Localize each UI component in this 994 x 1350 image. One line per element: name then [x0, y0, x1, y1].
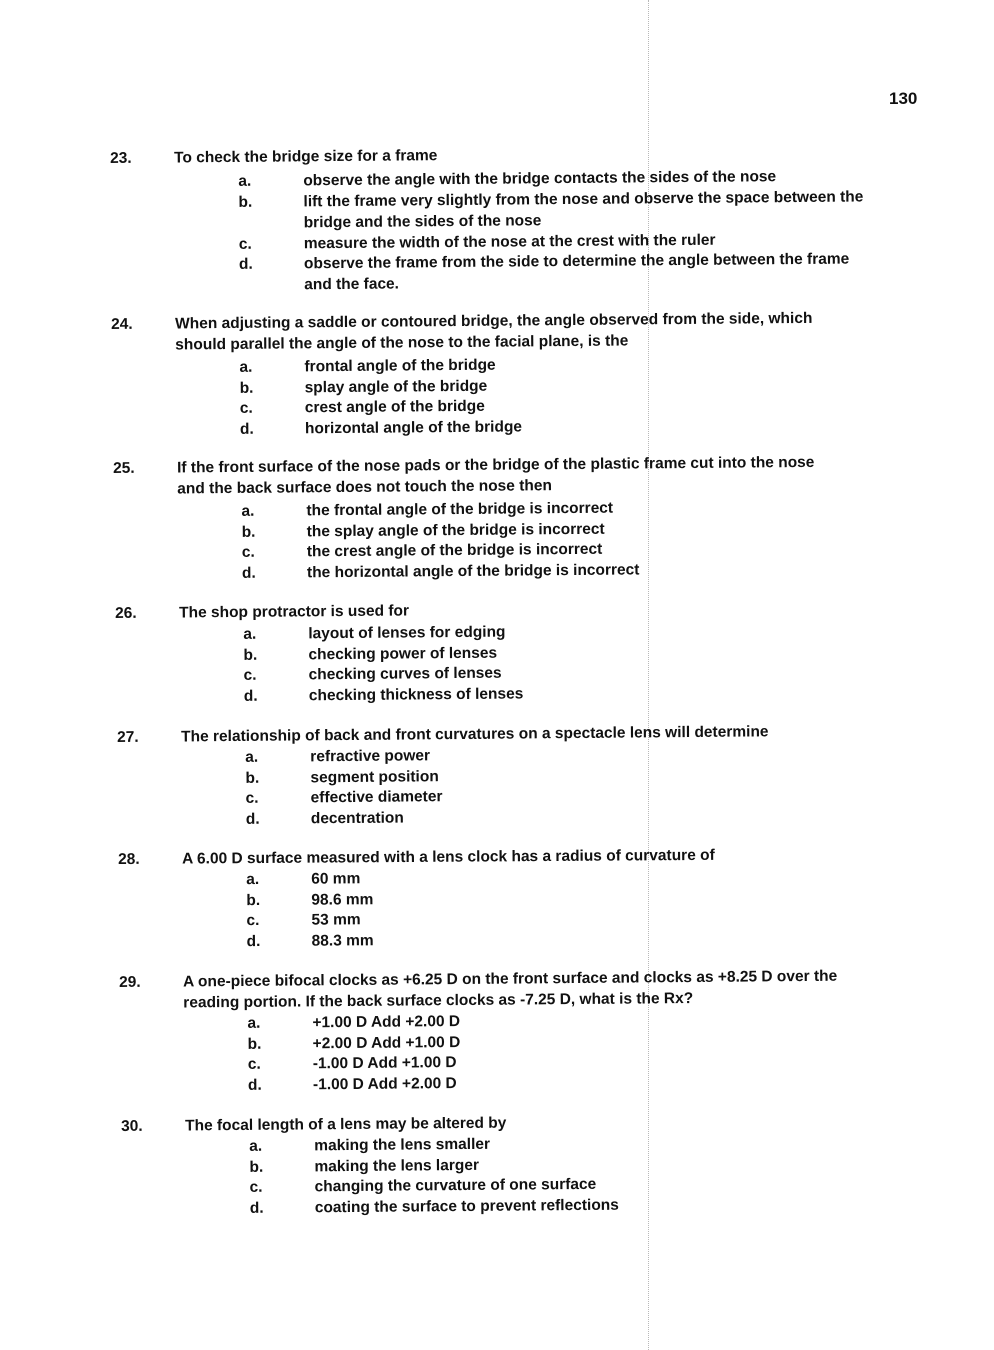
choice-letter: d. — [241, 564, 256, 582]
question-number: 26. — [115, 604, 137, 622]
choice-text: segment position — [310, 767, 439, 786]
choice-text: the crest angle of the bridge is incorrect — [306, 540, 603, 561]
choice-text: observe the frame from the side to determine the angle between the frame and the face. — [303, 250, 850, 294]
question-text — [179, 596, 879, 623]
question-number: 25. — [113, 459, 135, 477]
question-text-line: should parallel the angle of the nose to the facial plane, is the — [175, 332, 629, 354]
choice-letter: a. — [246, 871, 260, 889]
choice-letter: d. — [246, 932, 261, 950]
question-text — [177, 451, 877, 499]
choice-list — [238, 168, 864, 296]
question-text-line: A 6.00 D surface measured with a lens clock has a radius of curvature of — [182, 846, 715, 868]
choice-letter: a. — [238, 172, 252, 190]
question-text — [181, 720, 881, 747]
question-number: 27. — [117, 728, 139, 746]
choice-text: splay angle of the bridge — [304, 377, 488, 396]
choice-letter: b. — [246, 891, 261, 909]
choice-text: coating the surface to prevent reflections — [314, 1196, 619, 1216]
choice-text: the frontal angle of the bridge is incorrect — [306, 499, 614, 520]
question-number: 28. — [118, 850, 140, 868]
question-text — [174, 141, 874, 168]
choice-text: checking curves of lenses — [308, 664, 502, 684]
choice-list — [247, 1013, 461, 1095]
question-text-line: The shop protractor is used for — [179, 602, 410, 622]
choice-letter: d. — [243, 687, 258, 705]
choice-letter: d. — [239, 420, 254, 438]
question-number: 23. — [110, 149, 132, 167]
choice-letter: a. — [243, 625, 257, 643]
choice-text: -1.00 D Add +1.00 D — [312, 1054, 457, 1073]
choice-letter: d. — [245, 810, 260, 828]
choice-letter: d. — [238, 255, 253, 273]
choice-text: making the lens larger — [314, 1156, 480, 1175]
choice-text: decentration — [310, 809, 404, 827]
question-text — [183, 965, 883, 1013]
choice-letter: b. — [238, 193, 253, 211]
choice-text: observe the angle with the bridge contacts the sides of the nose — [303, 168, 777, 190]
choice-text: -1.00 D Add +2.00 D — [312, 1074, 457, 1093]
choice-text: 88.3 mm — [311, 931, 374, 950]
question-text-line: To check the bridge size for a frame — [174, 147, 438, 167]
choice-text: lift the frame very slightly from the nose and observe the space between the bridge and the sides of the nose — [303, 187, 864, 231]
question-number: 29. — [119, 973, 141, 991]
question-text-line: When adjusting a saddle or contoured bridge, the angle observed from the side, which — [175, 309, 813, 333]
choice-text: refractive power — [310, 747, 431, 766]
choice-letter: d. — [249, 1199, 264, 1217]
choice-text: making the lens smaller — [314, 1135, 491, 1155]
choice-text: measure the width of the nose at the crest with the ruler — [303, 231, 716, 252]
question-text-line: and the back surface does not touch the nose then — [177, 477, 552, 498]
choice-text: checking power of lenses — [308, 644, 498, 663]
choice-text: frontal angle of the bridge — [304, 356, 496, 376]
choice-list — [249, 1135, 619, 1218]
question-text-line: The relationship of back and front curvatures on a spectacle lens will determine — [181, 723, 769, 746]
choice-letter: b. — [241, 523, 256, 541]
choice-text: effective diameter — [310, 788, 443, 807]
choice-letter: b. — [249, 1158, 264, 1176]
choice-letter: c. — [249, 1178, 263, 1196]
choice-letter: d. — [247, 1076, 262, 1094]
choice-text: 60 mm — [311, 870, 361, 888]
choice-letter: c. — [246, 912, 260, 930]
page-number: 130 — [889, 89, 918, 108]
choice-letter: a. — [239, 358, 253, 376]
choice-letter: c. — [238, 235, 252, 253]
choice-text: the horizontal angle of the bridge is incorrect — [306, 560, 640, 581]
choice-text: horizontal angle of the bridge — [304, 417, 523, 437]
question-text-line: If the front surface of the nose pads or the bridge of the plastic frame cut into the nose — [177, 453, 815, 477]
choice-text: 98.6 mm — [311, 890, 374, 909]
choice-list — [241, 499, 640, 583]
choice-list — [246, 869, 374, 951]
choice-letter: c. — [245, 789, 259, 807]
choice-text: 53 mm — [311, 911, 361, 929]
choice-list — [239, 356, 523, 439]
choice-text: crest angle of the bridge — [304, 397, 485, 417]
question-number: 24. — [111, 315, 133, 333]
choice-text: layout of lenses for edging — [308, 623, 506, 643]
question-text-line: The focal length of a lens may be altered by — [185, 1114, 507, 1135]
choice-letter: a. — [241, 502, 255, 520]
choice-text: +2.00 D Add +1.00 D — [312, 1033, 461, 1052]
choice-letter: c. — [239, 399, 253, 417]
choice-letter: c. — [247, 1055, 261, 1073]
choice-text: changing the curvature of one surface — [314, 1175, 597, 1196]
choice-letter: b. — [243, 646, 258, 664]
choice-letter: a. — [245, 748, 259, 766]
choice-list — [245, 747, 443, 829]
choice-text: checking thickness of lenses — [308, 684, 524, 704]
choice-letter: a. — [249, 1137, 263, 1155]
question-text — [185, 1109, 885, 1136]
choice-letter: c. — [241, 543, 255, 561]
question-text — [175, 307, 875, 355]
question-text — [182, 844, 882, 870]
choice-letter: a. — [247, 1014, 261, 1032]
question-text-line: reading portion. If the back surface clocks as -7.25 D, what is the Rx? — [183, 989, 694, 1012]
choice-text: +1.00 D Add +2.00 D — [312, 1013, 461, 1032]
question-number: 30. — [121, 1117, 143, 1135]
choice-letter: c. — [243, 666, 257, 684]
choice-letter: b. — [245, 769, 260, 787]
choice-list — [243, 623, 524, 706]
choice-text: the splay angle of the bridge is incorrect — [306, 520, 605, 540]
choice-letter: b. — [239, 379, 254, 397]
choice-letter: b. — [247, 1035, 262, 1053]
question-text-line: A one-piece bifocal clocks as +6.25 D on the front surface and clocks as +8.25 D over the — [183, 967, 838, 991]
